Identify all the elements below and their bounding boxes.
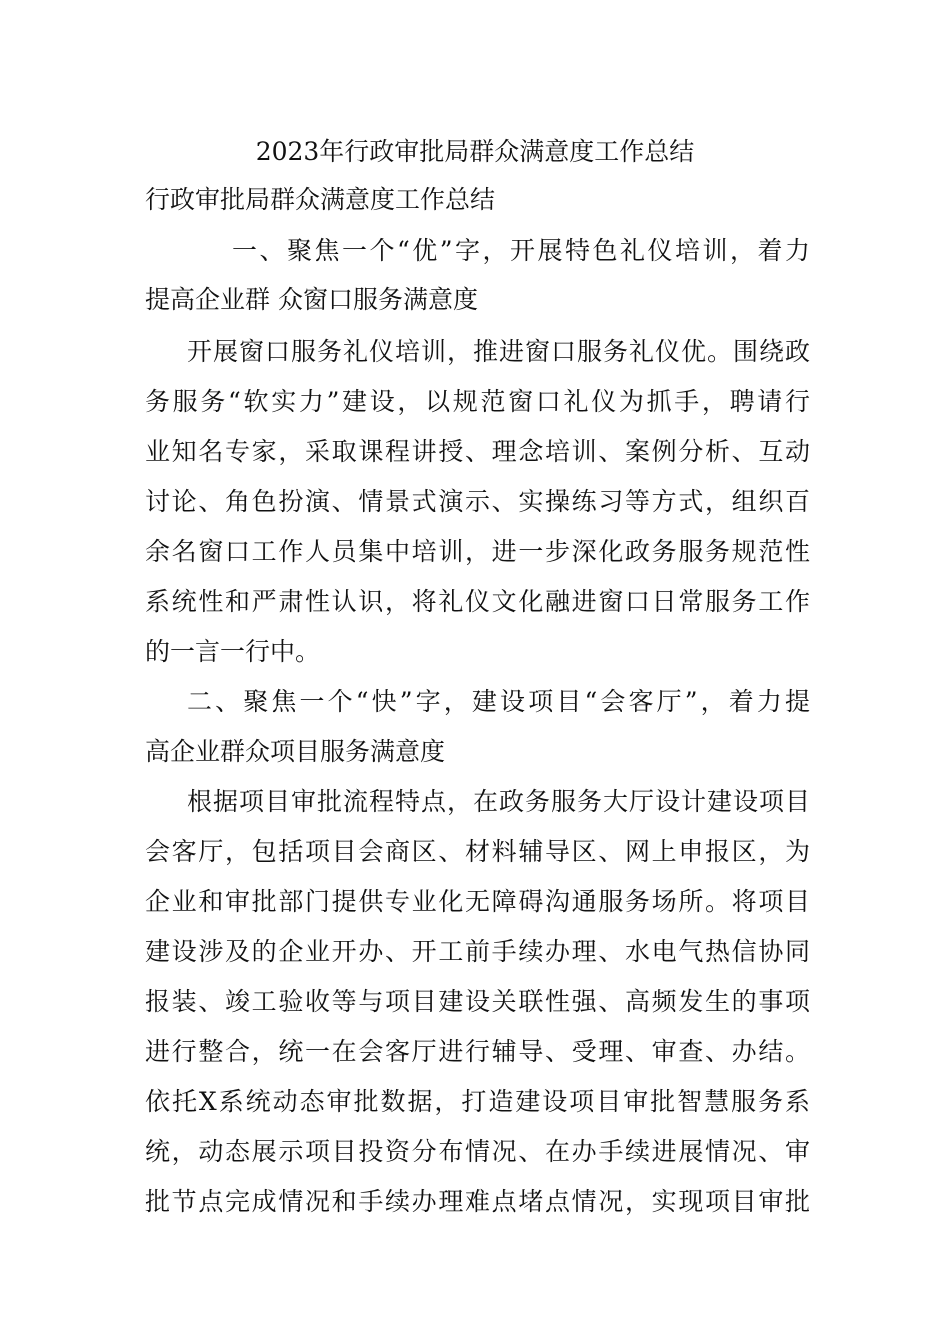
section-1-body-line-1: 开展窗口服务礼仪培训，推进窗口服务礼仪优。围绕政 [187, 337, 810, 366]
section-1-body-line-4: 讨论、角色扮演、情景式演示、实操练习等方式，组织百 [145, 487, 810, 516]
section-2-body-line-7: 依托X系统动态审批数据，打造建设项目审批智慧服务系 [145, 1087, 810, 1116]
section-2-body-line-9: 批节点完成情况和手续办理难点堵点情况，实现项目审批 [145, 1187, 810, 1216]
section-1-body-line-5: 余名窗口工作人员集中培训，进一步深化政务服务规范性 [145, 537, 810, 566]
section-1-body-line-7: 的一言一行中。 [145, 637, 321, 666]
section-2-body-line-6: 进行整合，统一在会客厅进行辅导、受理、审查、办结。 [145, 1037, 810, 1066]
section-2-body-line-3: 企业和审批部门提供专业化无障碍沟通服务场所。将项目 [145, 887, 810, 916]
section-2-body-line-1: 根据项目审批流程特点，在政务服务大厅设计建设项目 [187, 787, 810, 816]
section-1-body-line-6: 系统性和严肃性认识，将礼仪文化融进窗口日常服务工作 [145, 587, 810, 616]
section-2-body-line-4: 建设涉及的企业开办、开工前手续办理、水电气热信协同 [145, 937, 810, 966]
section-2-body-line-8: 统，动态展示项目投资分布情况、在办手续进展情况、审 [145, 1137, 810, 1166]
section-1-heading-line-2: 提高企业群 众窗口服务满意度 [145, 285, 478, 314]
section-1-body-line-2: 务服务“软实力”建设，以规范窗口礼仪为抓手，聘请行 [145, 387, 810, 416]
section-2-body-line-5: 报装、竣工验收等与项目建设关联性强、高频发生的事项 [145, 987, 810, 1016]
section-1-body-line-3: 业知名专家，采取课程讲授、理念培训、案例分析、互动 [145, 437, 810, 466]
document-title: 2023年行政审批局群众满意度工作总结 [255, 137, 695, 166]
section-2-heading-line-1: 二、聚焦一个“快”字，建设项目“会客厅”，着力提 [187, 687, 810, 716]
section-2-body-line-2: 会客厅，包括项目会商区、材料辅导区、网上申报区，为 [145, 837, 810, 866]
section-1-heading-line-1: 一、聚焦一个“优”字，开展特色礼仪培训，着力 [232, 236, 810, 265]
document-subtitle: 行政审批局群众满意度工作总结 [145, 185, 496, 214]
section-2-heading-line-2: 高企业群众项目服务满意度 [145, 737, 446, 766]
